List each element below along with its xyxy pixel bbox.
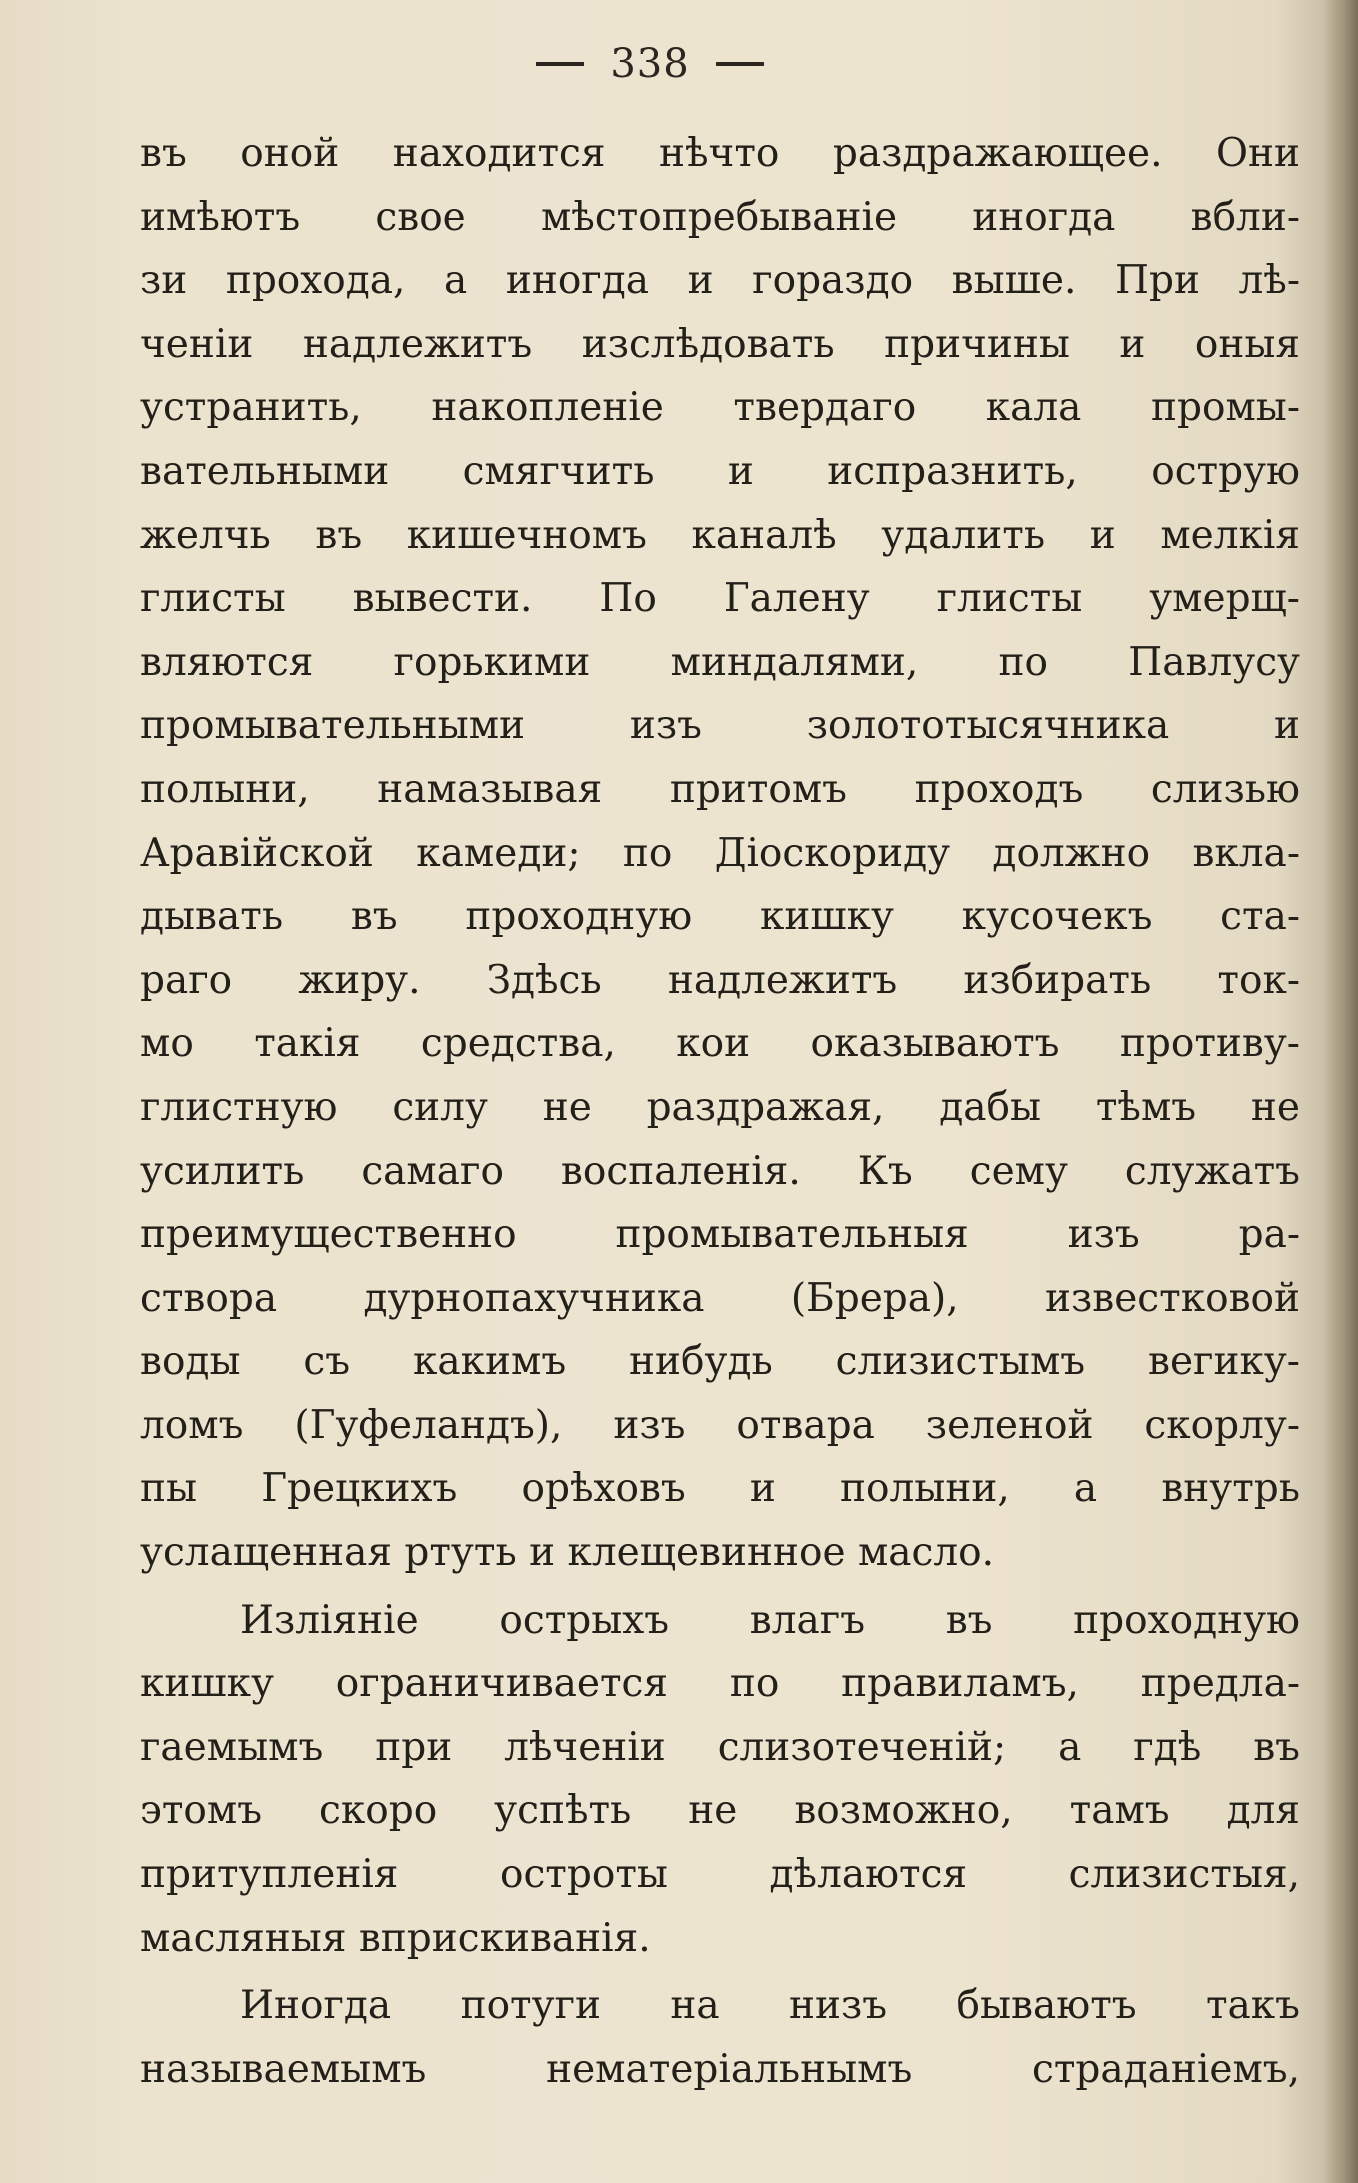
text-line: преимущественно промывательныя изъ ра- [140,1212,1300,1258]
text-line: называемымъ нематеріальнымъ страданіемъ, [140,2046,1300,2092]
header-dash-left [536,62,584,66]
text-line: створа дурнопахучника (Брера), известковой [140,1275,1300,1321]
page-body-text [140,122,1300,2101]
header-dash-right [716,62,764,66]
text-line: вательными смягчить и испразнить, острую [140,448,1300,494]
text-line: промывательными изъ золототысячника и [140,703,1300,749]
page-edge-shadow [1322,0,1358,2183]
text-line: дывать въ проходную кишку кусочекъ ста- [140,894,1300,940]
text-line: гаемымъ при лѣченіи слизотеченій; а гдѣ въ [140,1724,1300,1770]
text-line: раго жиру. Здѣсь надлежитъ избирать ток- [140,957,1300,1003]
text-line: въ оной находится нѣчто раздражающее. Они [140,131,1300,176]
text-line: Иногда потуги на низъ бываютъ такъ [240,1983,1300,2029]
page-number: 338 [610,41,690,87]
text-line: кишку ограничивается по правиламъ, предла- [140,1661,1300,1707]
text-line: ченіи надлежитъ изслѣдовать причины и оныя [140,321,1300,367]
page-header [0,38,1300,87]
text-line: притупленія остроты дѣлаются слизистыя, [140,1852,1300,1898]
text-line: Изліяніе острыхъ влагъ въ проходную [240,1597,1300,1643]
text-line: желчь въ кишечномъ каналѣ удалить и мелкія [140,512,1300,558]
text-line: мо такія средства, кои оказываютъ противу- [140,1021,1300,1067]
text-line: вляются горькими миндалями, по Павлусу [140,639,1300,685]
text-line: полыни, намазывая притомъ проходъ слизью [140,766,1300,812]
text-line: ломъ (Гуфеландъ), изъ отвара зеленой скорлу- [140,1402,1300,1448]
text-line: усилить самаго воспаленія. Къ сему служатъ [140,1148,1300,1194]
text-line: глистную силу не раздражая, дабы тѣмъ не [140,1084,1300,1130]
text-line: этомъ скоро успѣть не возможно, тамъ для [140,1788,1300,1834]
text-line: Аравійской камеди; по Діоскориду должно вкла- [140,830,1300,876]
text-line: воды съ какимъ нибудь слизистымъ вегику- [140,1339,1300,1385]
text-line: пы Грецкихъ орѣховъ и полыни, а внутрь [140,1466,1300,1512]
text-line: устранить, накопленіе твердаго кала промы- [140,385,1300,431]
text-line: услащенная ртуть и клещевинное масло. [140,1530,995,1576]
text-line: имѣютъ свое мѣстопребываніе иногда вбли- [140,194,1300,240]
text-line: масляныя вприскиванія. [140,1915,651,1961]
text-line: зи прохода, а иногда и гораздо выше. При лѣ- [140,258,1300,304]
text-line: глисты вывести. По Галену глисты умерщ- [140,576,1300,622]
